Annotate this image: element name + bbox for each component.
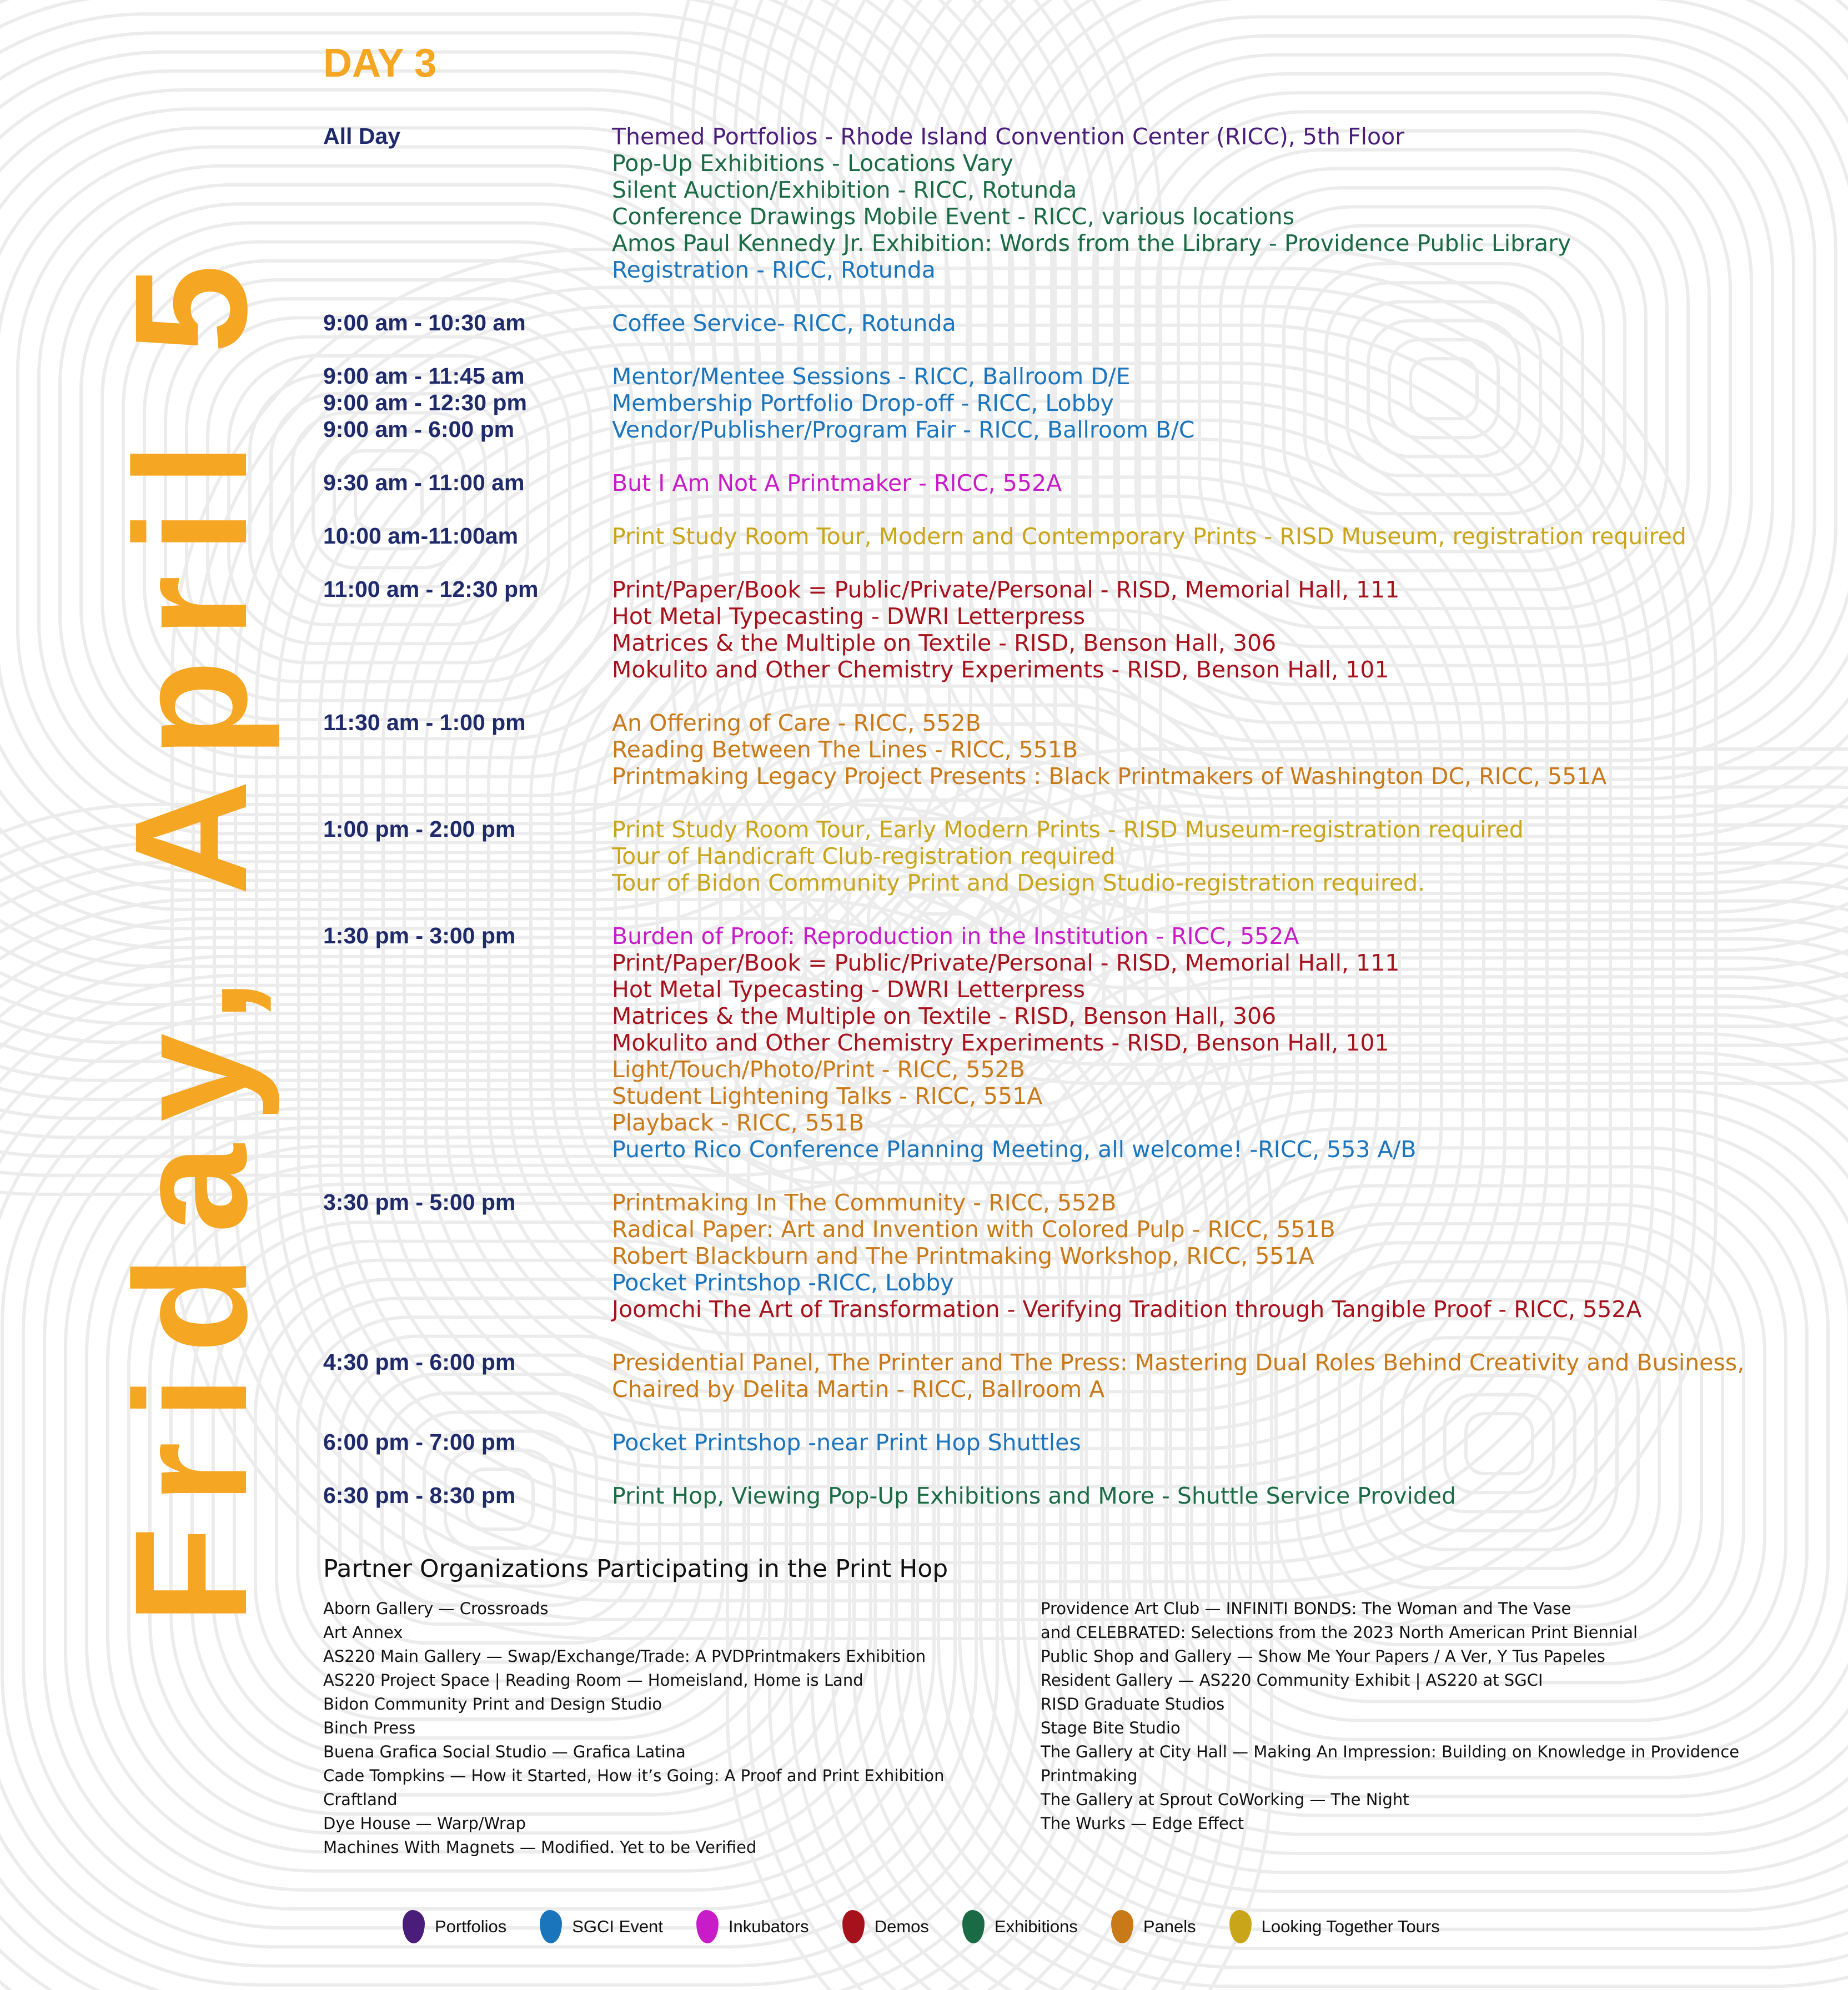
event-item: Mentor/Mentee Sessions - RICC, Ballroom D/E — [612, 363, 1131, 390]
legend-label: Panels — [1143, 1917, 1196, 1936]
event-item: Puerto Rico Conference Planning Meeting, all welcome! -RICC, 553 A/B — [612, 1136, 1417, 1163]
event-item: Themed Portfolios - Rhode Island Convention Center (RICC), 5th Floor — [612, 123, 1405, 150]
event-item: Pop-Up Exhibitions - Locations Vary — [612, 150, 1013, 177]
event-list — [612, 923, 1811, 1163]
brush-swatch-icon — [962, 1910, 985, 1943]
partner-item: Stage Bite Studio — [1041, 1718, 1181, 1737]
event-list — [612, 390, 1811, 416]
event-list — [612, 363, 1811, 390]
event-list — [612, 1429, 1811, 1456]
brush-swatch-icon — [842, 1910, 865, 1943]
partner-item: Aborn Gallery — Crossroads — [323, 1599, 549, 1618]
event-item: Amos Paul Kennedy Jr. Exhibition: Words from the Library - Providence Public Library — [612, 230, 1571, 257]
event-item: Matrices & the Multiple on Textile - RISD, Benson Hall, 306 — [612, 1003, 1277, 1029]
schedule-list — [323, 123, 1811, 1536]
partner-item: The Wurks — Edge Effect — [1041, 1814, 1244, 1833]
schedule-block — [323, 390, 1811, 416]
event-item: Membership Portfolio Drop-off - RICC, Lobby — [612, 390, 1114, 416]
partner-item: Bidon Community Print and Design Studio — [323, 1695, 662, 1713]
event-item: Chaired by Delita Martin - RICC, Ballroom A — [612, 1376, 1105, 1403]
partner-item: AS220 Main Gallery — Swap/Exchange/Trade: A PVDPrintmakers Exhibition — [323, 1647, 926, 1666]
partner-item: Dye House — Warp/Wrap — [323, 1814, 526, 1833]
event-item: Printmaking In The Community - RICC, 552B — [612, 1189, 1117, 1216]
event-item: Hot Metal Typecasting - DWRI Letterpress — [612, 603, 1086, 630]
time-slot: 9:30 am - 11:00 am — [323, 470, 525, 495]
partner-item: Cade Tompkins — How it Started, How it’s Going: A Proof and Print Exhibition — [323, 1766, 945, 1785]
schedule-block — [323, 1349, 1811, 1403]
event-list — [612, 710, 1811, 790]
event-item: Silent Auction/Exhibition - RICC, Rotunda — [612, 177, 1077, 203]
schedule-block — [323, 363, 1811, 390]
event-item: Robert Blackburn and The Printmaking Workshop, RICC, 551A — [612, 1243, 1314, 1269]
partner-item: Art Annex — [323, 1623, 403, 1642]
schedule-block — [323, 1189, 1811, 1323]
event-item: Tour of Bidon Community Print and Design Studio-registration required. — [612, 870, 1425, 896]
partner-item: Craftland — [323, 1790, 398, 1809]
brush-swatch-icon — [403, 1910, 425, 1943]
partner-item: Binch Press — [323, 1718, 416, 1737]
legend-label: Inkubators — [728, 1917, 809, 1936]
event-item: Conference Drawings Mobile Event - RICC, various locations — [612, 203, 1295, 230]
legend-label: Looking Together Tours — [1261, 1917, 1440, 1936]
partner-item: Buena Grafica Social Studio — Grafica Latina — [323, 1742, 686, 1761]
partner-item: AS220 Project Space | Reading Room — Homeisland, Home is Land — [323, 1671, 863, 1690]
event-item: Print/Paper/Book = Public/Private/Personal - RISD, Memorial Hall, 111 — [612, 949, 1400, 976]
legend-label: Demos — [874, 1917, 929, 1936]
event-item: Light/Touch/Photo/Print - RICC, 552B — [612, 1056, 1025, 1083]
event-item: Reading Between The Lines - RICC, 551B — [612, 736, 1078, 763]
legend-label: SGCI Event — [572, 1917, 663, 1936]
time-slot: 6:00 pm - 7:00 pm — [323, 1429, 516, 1455]
schedule-block — [323, 816, 1811, 896]
schedule-block — [323, 470, 1811, 496]
time-slot: 1:00 pm - 2:00 pm — [323, 816, 516, 842]
event-item: Mokulito and Other Chemistry Experiments - RISD, Benson Hall, 101 — [612, 656, 1389, 683]
event-list — [612, 1189, 1811, 1323]
event-list — [612, 523, 1811, 550]
partner-item: and CELEBRATED: Selections from the 2023 North American Print Biennial — [1041, 1623, 1638, 1642]
brush-swatch-icon — [1229, 1910, 1252, 1943]
event-item: Vendor/Publisher/Program Fair - RICC, Ballroom B/C — [612, 416, 1195, 443]
event-item: Tour of Handicraft Club-registration required — [612, 843, 1116, 870]
time-slot: 9:00 am - 11:45 am — [323, 363, 525, 389]
event-item: Pocket Printshop -near Print Hop Shuttles — [612, 1429, 1081, 1456]
event-list — [612, 1483, 1811, 1509]
brush-swatch-icon — [696, 1910, 719, 1943]
time-slot: 9:00 am - 12:30 pm — [323, 390, 527, 415]
event-item: Print Study Room Tour, Early Modern Prints - RISD Museum-registration required — [612, 816, 1524, 843]
category-legend — [403, 1910, 1473, 1943]
schedule-block — [323, 310, 1811, 336]
event-item: Registration - RICC, Rotunda — [612, 257, 936, 283]
legend-item — [696, 1910, 809, 1943]
time-slot: 9:00 am - 10:30 am — [323, 310, 526, 335]
time-slot: 11:30 am - 1:00 pm — [323, 710, 526, 735]
event-item: Playback - RICC, 551B — [612, 1109, 865, 1136]
partner-item: Providence Art Club — INFINITI BONDS: The Woman and The Vase — [1041, 1599, 1571, 1618]
partner-item: The Gallery at City Hall — Making An Impression: Building on Knowledge in Providence — [1041, 1742, 1740, 1761]
time-slot: 10:00 am-11:00am — [323, 523, 519, 549]
event-item: An Offering of Care - RICC, 552B — [612, 710, 981, 736]
partners-left-column — [323, 1597, 945, 1860]
time-slot: 3:30 pm - 5:00 pm — [323, 1189, 516, 1215]
brush-swatch-icon — [540, 1910, 562, 1943]
partner-item: Public Shop and Gallery — Show Me Your Papers / A Ver, Y Tus Papeles — [1041, 1647, 1605, 1666]
partner-item: Resident Gallery — AS220 Community Exhibit | AS220 at SGCI — [1041, 1671, 1543, 1690]
schedule-block — [323, 576, 1811, 683]
time-slot: 4:30 pm - 6:00 pm — [323, 1349, 516, 1375]
time-slot: All Day — [323, 123, 400, 149]
day-label: DAY 3 — [323, 41, 437, 86]
legend-item — [842, 1910, 929, 1943]
event-item: Radical Paper: Art and Invention with Colored Pulp - RICC, 551B — [612, 1216, 1335, 1243]
time-slot: 6:30 pm - 8:30 pm — [323, 1483, 516, 1508]
schedule-block — [323, 710, 1811, 790]
event-item: Matrices & the Multiple on Textile - RISD, Benson Hall, 306 — [612, 630, 1277, 656]
partner-item: Machines With Magnets — Modified. Yet to be Verified — [323, 1838, 757, 1857]
event-list — [612, 123, 1811, 283]
legend-item — [962, 1910, 1078, 1943]
schedule-block — [323, 123, 1811, 283]
event-item: Burden of Proof: Reproduction in the Institution - RICC, 552A — [612, 923, 1299, 949]
partner-item: The Gallery at Sprout CoWorking — The Night — [1041, 1790, 1409, 1809]
schedule-block — [323, 1483, 1811, 1509]
schedule-block — [323, 523, 1811, 550]
event-list — [612, 816, 1811, 896]
schedule-block — [323, 1429, 1811, 1456]
time-slot: 11:00 am - 12:30 pm — [323, 576, 539, 602]
partner-organizations — [323, 1555, 1811, 1857]
event-item: Presidential Panel, The Printer and The Press: Mastering Dual Roles Behind Creativity and Business, — [612, 1349, 1745, 1376]
schedule-block — [323, 416, 1811, 443]
event-list — [612, 1349, 1811, 1403]
legend-item — [540, 1910, 663, 1943]
schedule-block — [323, 923, 1811, 1163]
event-item: Mokulito and Other Chemistry Experiments - RISD, Benson Hall, 101 — [612, 1029, 1389, 1056]
event-item: Coffee Service- RICC, Rotunda — [612, 310, 956, 336]
time-slot: 9:00 am - 6:00 pm — [323, 416, 515, 442]
legend-item — [1229, 1910, 1440, 1943]
event-item: Pocket Printshop -RICC, Lobby — [612, 1269, 954, 1296]
legend-item — [403, 1910, 506, 1943]
event-list — [612, 470, 1811, 496]
event-item: Print Hop, Viewing Pop-Up Exhibitions and More - Shuttle Service Provided — [612, 1483, 1457, 1509]
event-item: Print/Paper/Book = Public/Private/Personal - RISD, Memorial Hall, 111 — [612, 576, 1400, 603]
partners-right-column — [1041, 1597, 1739, 1836]
event-list — [612, 310, 1811, 336]
partner-item: Printmaking — [1041, 1766, 1138, 1785]
vertical-date-title: Friday, April 5 — [102, 242, 280, 1624]
event-item: Student Lightening Talks - RICC, 551A — [612, 1083, 1043, 1109]
event-list — [612, 576, 1811, 683]
event-item: Joomchi The Art of Transformation - Verifying Tradition through Tangible Proof - RICC, 552A — [612, 1296, 1642, 1323]
event-item: Printmaking Legacy Project Presents : Black Printmakers of Washington DC, RICC, 551A — [612, 763, 1607, 790]
legend-label: Exhibitions — [994, 1917, 1078, 1936]
partners-heading: Partner Organizations Participating in the Print Hop — [323, 1555, 948, 1583]
brush-swatch-icon — [1111, 1910, 1133, 1943]
time-slot: 1:30 pm - 3:00 pm — [323, 923, 516, 948]
legend-item — [1111, 1910, 1196, 1943]
legend-label: Portfolios — [435, 1917, 507, 1936]
event-item: Hot Metal Typecasting - DWRI Letterpress — [612, 976, 1086, 1003]
event-list — [612, 416, 1811, 443]
partner-item: RISD Graduate Studios — [1041, 1695, 1225, 1713]
event-item: But I Am Not A Printmaker - RICC, 552A — [612, 470, 1062, 496]
event-item: Print Study Room Tour, Modern and Contemporary Prints - RISD Museum, registration required — [612, 523, 1686, 550]
